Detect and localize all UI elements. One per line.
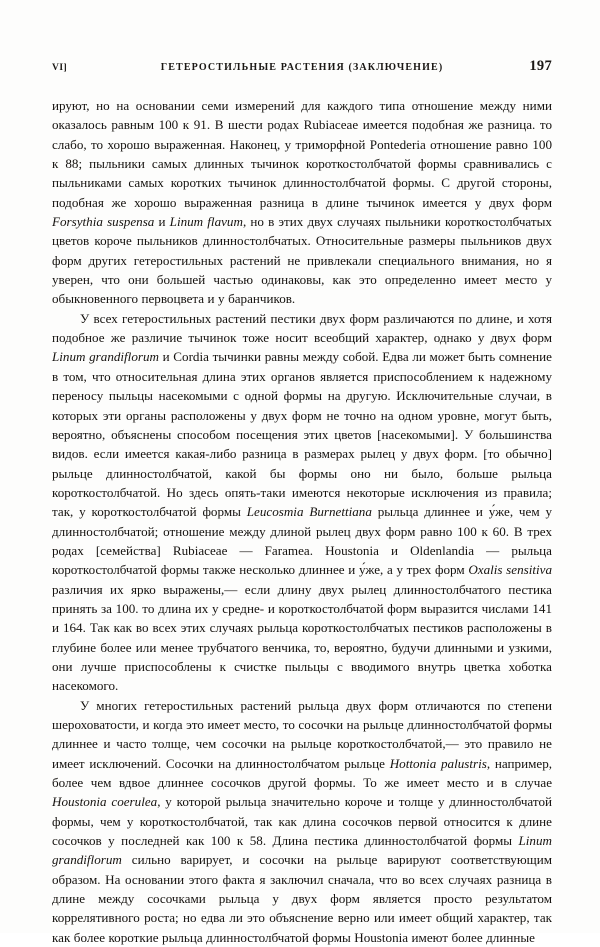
running-head <box>52 58 552 76</box>
scientific-name: Oxalis sensitiva <box>468 562 552 578</box>
scientific-name: Linum grandiflorum <box>52 833 552 868</box>
text-run: и Cordia тычинки равны между собой. Едва ли может быть сомнение в том, что относительная длина этих органов является приспособлением к надежному переносу пыльцы насекомыми с одной формы на другую. Исключительные случаи, в которых эти органы расположены у двух форм не точно на одном уровне, могут быть, вероятно, объяснены способом посещения этих цветов [насекомыми]. У большинства видов. если имеется какая-либо разница в размерах рылец у двух форм. [то обычно] рыльце длинностолбчатой, какой бы формы оно ни было, больше рыльца короткостолбчатой. Но здесь опять-таки имеются некоторые исключения из правила; так, у короткостолбчатой формы <box>52 349 552 520</box>
paragraph <box>52 309 552 696</box>
scientific-name: Houstonia coerulea <box>52 794 158 810</box>
paragraph <box>52 96 552 309</box>
text-run: различия их ярко выражены,— если длину двух рылец длинностолбчатого пестика принять за 100. то длина их у средне- и короткостолбчатой форм выразится числами 141 и 164. Так как во всех этих случаях рыльца короткостолбчатых пестиков расположены в глубине более или менее трубчатого венчика, то, вероятно, будучи длинными и узкими, они лучше приспособлены к счистке пыльцы с вводимого внутрь цветка хоботка насекомого. <box>52 581 552 694</box>
page-number: 197 <box>529 58 552 74</box>
running-head-title: ГЕТЕРОСТИЛЬНЫЕ РАСТЕНИЯ (ЗАКЛЮЧЕНИЕ) <box>160 62 444 73</box>
text-run: , но в этих двух случаях пыльники короткостолбчатых цветов короче пыльников длинностолбчатых. Относительные размеры пыльников двух форм других гетеростильных растений не привлекали специального внимания, но я уверен, что они большей частью одинаковы, как это определенно имеет место у обыкновенного первоцвета и у баранчиков. <box>52 214 552 307</box>
body-text-block <box>52 96 552 947</box>
text-run: , у которой рыльца значительно короче и толще у длинностолбчатой формы, чем у короткостолбчатой, так как длина сосочков первой относится к длине сосочков у последней как 100 к 58. Длина пестика длинностолбчатой формы <box>52 794 552 849</box>
scientific-name: Leucosmia Burnettiana <box>246 504 372 520</box>
text-run: и <box>154 214 170 230</box>
scientific-name: Forsythia suspensa <box>52 214 155 230</box>
paragraph <box>52 696 552 947</box>
text-run: У всех гетеростильных растений пестики двух форм различаются по длине, и хотя подобное же различие тычинок тоже носит всеобщий характер, однако у двух форм <box>52 310 552 346</box>
text-run: ируют, но на основании семи измерений для каждого типа отношение между ними оказалось равным 100 к 91. В шести родах Rubiaceae имеется подобная же разница. то слабо, то хорошо выраженная. Наконец, у триморфной Pontederia отношение равно 100 к 88; пыльники самых длинных тычинок короткостолбчатой формы сравнивались с пыльниками самых коротких тычинок длинностолбчатой формы. С другой стороны, подобная же хорошо выраженная разница в длине тычинок имеется у двух форм <box>52 98 552 210</box>
text-run: У многих гетеростильных растений рыльца двух форм отличаются по степени шероховатости, и когда это имеет место, то сосочки на рыльце длинностолбчатой формы длиннее и часто толще, чем сосочки на рыльце короткостолбчатой,— это правило не имеет исключений. Сосочки на длинностолбчатом рыльце <box>52 697 552 771</box>
scientific-name: Linum grandiflorum <box>52 349 159 365</box>
text-run: , например, более чем вдвое длиннее сосочков другой формы. То же имеет место и в случае <box>52 755 553 791</box>
text-run: рыльца длиннее и у́же, чем у длинностолбчатой; отношение между длиной рылец двух форм равно 100 к 60. В трех родах [семейства] Rubiaceae — Faramea. Houstonia и Oldenlandia — рыльца короткостолбчатой формы также несколько длиннее и у́же, а у трех форм <box>52 504 553 578</box>
running-head-chapter-folio: VI] <box>52 63 68 73</box>
text-run: сильно варирует, и сосочки на рыльце варируют соответствующим образом. На основании этого факта я заключил сначала, что во всех случаях разница в длине между сосочками рыльца у двух форм является просто результатом коррелятивного роста; но едва ли это объяснение верно или имеет общий характер, так как более короткие рыльца длинностолбчатой формы Houstonia имеют более длинные <box>52 852 552 945</box>
scientific-name: Hottonia palustris <box>389 755 487 771</box>
scientific-name: Linum flavum <box>169 214 243 230</box>
